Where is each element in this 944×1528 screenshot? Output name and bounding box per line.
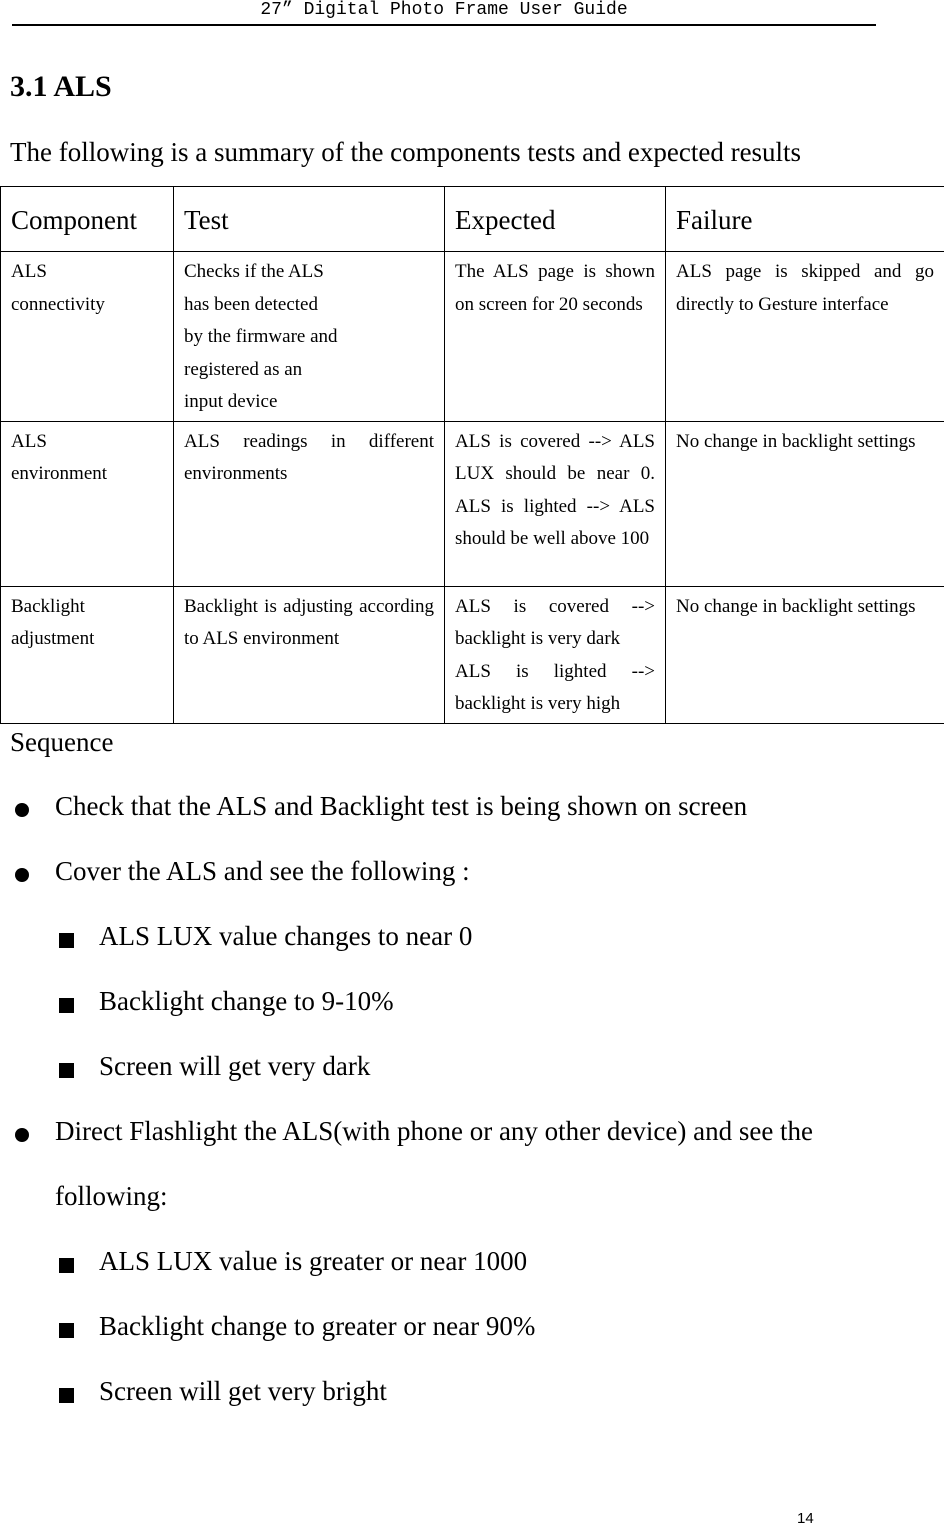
column-header-test: Test xyxy=(174,187,445,252)
cell-component xyxy=(1,252,174,422)
cell-test: ALS readings in different environments xyxy=(174,421,445,586)
page-number: 14 xyxy=(797,1510,814,1527)
components-table xyxy=(0,186,944,724)
column-header-failure: Failure xyxy=(666,187,944,252)
list-item: Cover the ALS and see the following : xyxy=(55,856,470,886)
cell-failure: No change in backlight settings xyxy=(666,586,944,723)
table-header-row xyxy=(1,187,944,252)
cell-failure: ALS page is skipped and go directly to Gesture interface xyxy=(666,252,944,422)
cell-line: by the firmware and xyxy=(184,326,338,347)
list-item: Screen will get very dark xyxy=(99,1051,371,1081)
table-row xyxy=(1,586,944,723)
bullet-square-icon xyxy=(59,1063,74,1078)
cell-line: environment xyxy=(11,463,108,484)
list-item: Backlight change to 9-10% xyxy=(99,986,394,1016)
list-item: Check that the ALS and Backlight test is being shown on screen xyxy=(55,791,748,821)
list-item: Backlight change to greater or near 90% xyxy=(99,1311,536,1341)
cell-line: Checks if the ALS xyxy=(184,261,324,282)
list-item: Direct Flashlight the ALS(with phone or any other device) and see the xyxy=(55,1116,814,1146)
cell-expected xyxy=(445,586,666,723)
cell-line: ALS is lighted --> backlight is very high xyxy=(455,660,655,714)
cell-component xyxy=(1,421,174,586)
bullet-dot-icon xyxy=(15,868,29,882)
list-item: ALS LUX value is greater or near 1000 xyxy=(99,1246,528,1276)
cell-line: input device xyxy=(184,391,278,412)
cell-failure: No change in backlight settings xyxy=(666,421,944,586)
cell-line: ALS is covered --> backlight is very dark xyxy=(455,595,655,649)
cell-line: adjustment xyxy=(11,628,95,649)
cell-line: connectivity xyxy=(11,293,105,315)
table-row xyxy=(1,421,944,586)
list-item: ALS LUX value changes to near 0 xyxy=(99,921,473,951)
cell-expected: ALS is covered --> ALS LUX should be near 0. ALS is lighted --> ALS should be well above 100 xyxy=(445,421,666,586)
sequence-title: Sequence xyxy=(10,727,114,757)
bullet-square-icon xyxy=(59,1323,74,1338)
bullet-square-icon xyxy=(59,1258,74,1273)
column-header-component: Component xyxy=(1,187,174,252)
table-row xyxy=(1,252,944,422)
intro-text: The following is a summary of the components tests and expected results xyxy=(10,137,802,167)
cell-line: registered as an xyxy=(184,358,303,380)
cell-component xyxy=(1,586,174,723)
bullet-square-icon xyxy=(59,933,74,948)
bullet-square-icon xyxy=(59,998,74,1013)
cell-line: ALS xyxy=(11,261,47,282)
bullet-dot-icon xyxy=(15,1128,29,1142)
section-title: 3.1 ALS xyxy=(10,70,112,103)
bullet-dot-icon xyxy=(15,803,29,817)
cell-line: ALS xyxy=(11,430,47,452)
cell-test xyxy=(174,252,445,422)
list-item-continuation: following: xyxy=(55,1181,168,1211)
bullet-square-icon xyxy=(59,1388,74,1403)
cell-line: has been detected xyxy=(184,293,318,315)
cell-line: Backlight xyxy=(11,595,85,617)
cell-expected: The ALS page is shown on screen for 20 seconds xyxy=(445,252,666,422)
column-header-expected: Expected xyxy=(445,187,666,252)
list-item: Screen will get very bright xyxy=(99,1376,387,1406)
cell-test: Backlight is adjusting according to ALS environment xyxy=(174,586,445,723)
page-header: 27” Digital Photo Frame User Guide xyxy=(12,0,876,26)
